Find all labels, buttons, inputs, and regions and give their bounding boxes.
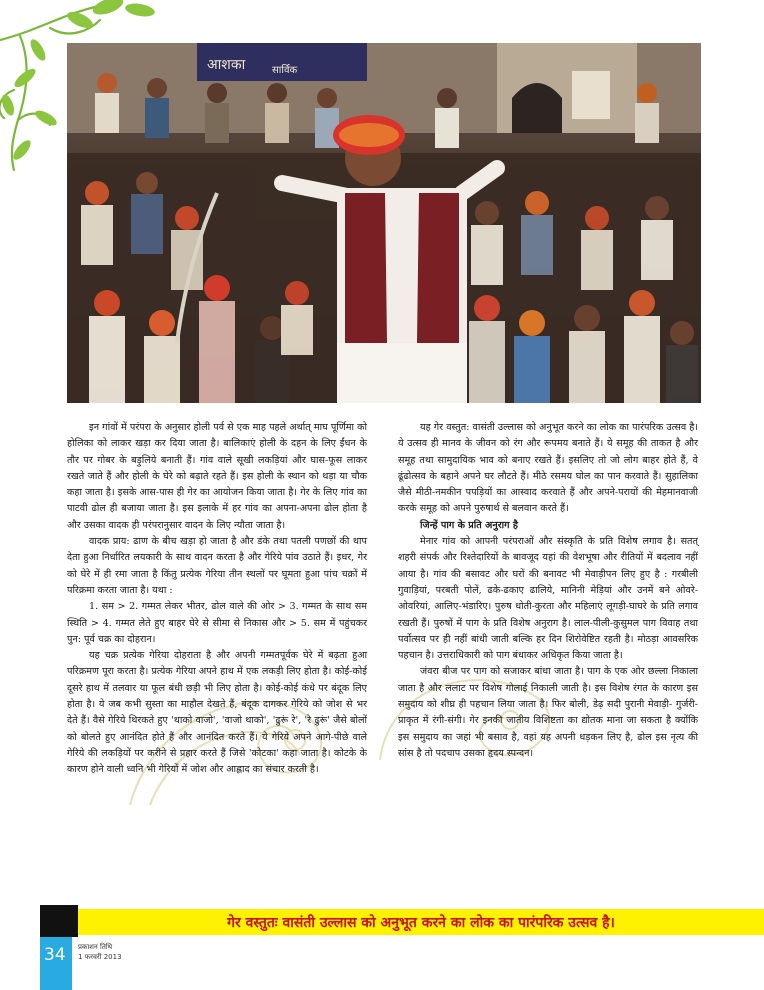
- article-right-column: [398, 420, 698, 762]
- paragraph: जंवरा बीज पर पाग को सजाकर बांधा जाता है। पाग के एक ओर छल्ला निकाला जाता है और ललाट पर विशेष गोलाई निकाली जाती है। इस विशेष रंगत के कारण इस समुदाय को शीघ्र ही पहचान लिया जाता है। फिर बोली, डेढ़ सदी पुरानी मेवाड़ी- गुर्जरी-प्राकृत में रंगी-संगी। गेर इनकी जातीय विशिष्टता का द्योतक माना जा सकता है क्योंकि इस समुदाय का जहां भी बसाव है, वहां यह अपनी धड़कन लिए है, ढोल इस नृत्य की सांस है तो पदचाप उसका हृदय स्पन्दन।: [398, 666, 698, 759]
- footer-info: [78, 942, 122, 962]
- article-left-column: [67, 420, 367, 779]
- section-heading: जिन्हें पाग के प्रति अनुराग है: [420, 519, 518, 531]
- paragraph: यह गेर वस्तुत: वासंती उल्लास को अनुभूत करने का लोक का पारंपरिक उत्सव है। ये उत्सव ही मानव के जीवन को रंग और रूपमय बनाते हैं। ये समूह की ताकत है और समूह तथा सामुदायिक भाव को बनाए रखते हैं। इसलिए तो जो लोग बाहर होते हैं, वे ढूंढोत्सव के बहाने अपने घर लौटते हैं। मीठे रसमय घोल का पान करवाते हैं। सुहालिका जैसे मीठी-नमकीन पपड़ियों का आस्वाद करवाते हैं और अपने-परायों की मेहमानवाजी करके समूह को अपने पुरुषार्थ से बलवान करते हैं।: [398, 422, 698, 515]
- paragraph: मेनार गांव को आपनी परंपराओं और संस्कृति के प्रति विशेष लगाव है। सतत् शहरी संपर्क और रिश्तेदारियों के बावजूद यहां की वेशभूषा और रीतियों में बदलाव नहीं आया है। गांव की बसावट और घरों की बनावट भी मेवाड़ीपन लिए हुए है : गरबीली गुवाड़ियां, परबती पोलें, ढके-ढकाए ढालिये, मानिनी मेड़ियां और उनमें बने ओवरे-ओवरियां, आलिए-भंडारिए। पुरुष धोती-कुरता और महिलाएं लूगड़ी-घाघरे के प्रति लगाव रखती हैं। पुरुषों में पाग के प्रति विशेष अनुराग है। लाल-पीली-कुसुमल पाग विवाह तथा पर्वोत्सव पर ही नहीं बांधी जाती बल्कि हर दिन शिरोवेष्टित रहती है। मोठड़ा आवसरिक पहचान है। उत्तराधिकारी को पाग बंधाकर अधिकृत किया जाता है।: [398, 536, 698, 662]
- page-number: 34: [44, 945, 66, 965]
- publication-date: 1 फरवरी 2013: [78, 953, 122, 961]
- gair-dance-photo: [67, 43, 701, 403]
- pull-quote-banner: [40, 905, 764, 937]
- photo-caption: आशका: [207, 57, 246, 73]
- banner-accent: [40, 905, 78, 937]
- page-number-box: [40, 937, 72, 990]
- photo-banner-text: सार्विक: [272, 65, 298, 76]
- paragraph: यह चक्र प्रत्येक गेरिया दोहराता है और अपनी गम्मतपूर्वक घेरे में बढ़ता हुआ परिक्रमण पूरा करता है। प्रत्येक गेरिया अपने हाथ में एक लकड़ी लिए होता है। कोई-कोई दूसरे हाथ में तलवार या फूल बंधी छड़ी भी लिए होता है। कोई-कोई कंधे पर बंदूक लिए होता है। ये जब कभी सुस्ता का माहौल देखते हैं, बंदूक दागकर गेरिये को जोश से भर देते हैं। वैसे गेरिये थिरकते हुए 'थाको वाजो', 'वाजो थाको', 'ढुरूं रे', 'रे ढुरूं' जैसे बोलों को बोलते हुए आनंदित होते हैं और आनंदित करते हैं। ये गेरिये अपने आगे-पीछे वाले गेरिये की लकड़ियों पर करीने से प्रहार करते हैं जिसे 'कोटका' कहा जाता है। कोटके के कारण होने वाली ध्वनि भी गेरियों में जोश और आह्लाद का संचार करती है।: [67, 650, 367, 776]
- banner-bar: [78, 909, 764, 935]
- paragraph: वादक प्राय: ढाण के बीच खड़ा हो जाता है और डंके तथा पतली पणछों की थाप देता हुआ निर्धारित लयकारी के साथ वादन करता है और गेरिये पांव उठाते हैं। इधर, गेर को घेरे में ही रमा जाता है किंतु प्रत्येक गेरिया तीन स्थलों पर घूमता हुआ पांच चक्रों में परिक्रमा करता जाता है। यथा :: [67, 536, 367, 596]
- pull-quote-text: गेर वस्तुतः वासंती उल्लास को अनुभूत करने का लोक का पारंपरिक उत्सव है।: [227, 914, 615, 931]
- paragraph: इन गांवों में परंपरा के अनुसार होली पर्व से एक माह पहले अर्थात् माघ पूर्णिमा को होलिका को लाकर खड़ा कर दिया जाता है। बालिकाएं होली के दहन के लिए ईंधन के तौर पर गोबर के बड़ुलिये बनाती हैं। गांव वाले सूखी लकड़ियां और घास-फूस लाकर रखते जाते हैं और होली के घेरे को बढ़ाते रहते हैं। इस होली के स्थान को थड़ा या चौक कहा जाता है। इसके आस-पास ही गेर का आयोजन किया जाता है। गेर के लिए गांव का पाटवी ढोल ही बजाया जाता है। इस इलाके में हर गांव का अपना-अपना ढोल होता है और उसका वादक ही परंपरानुसार वादन के लिए न्यौता जाता है।: [67, 422, 367, 531]
- paragraph: 1. सम > 2. गम्मत लेकर भीतर, ढोल वाले की ओर > 3. गम्मत के साथ सम स्थिति > 4. गम्मत लेते हुए बाहर घेरे से सीमा से निकास और > 5. सम में पहुंचकर पुन: पूर्व चक्र का दोहरान।: [67, 601, 367, 645]
- publication-label: प्रकाशन तिथि: [78, 943, 113, 951]
